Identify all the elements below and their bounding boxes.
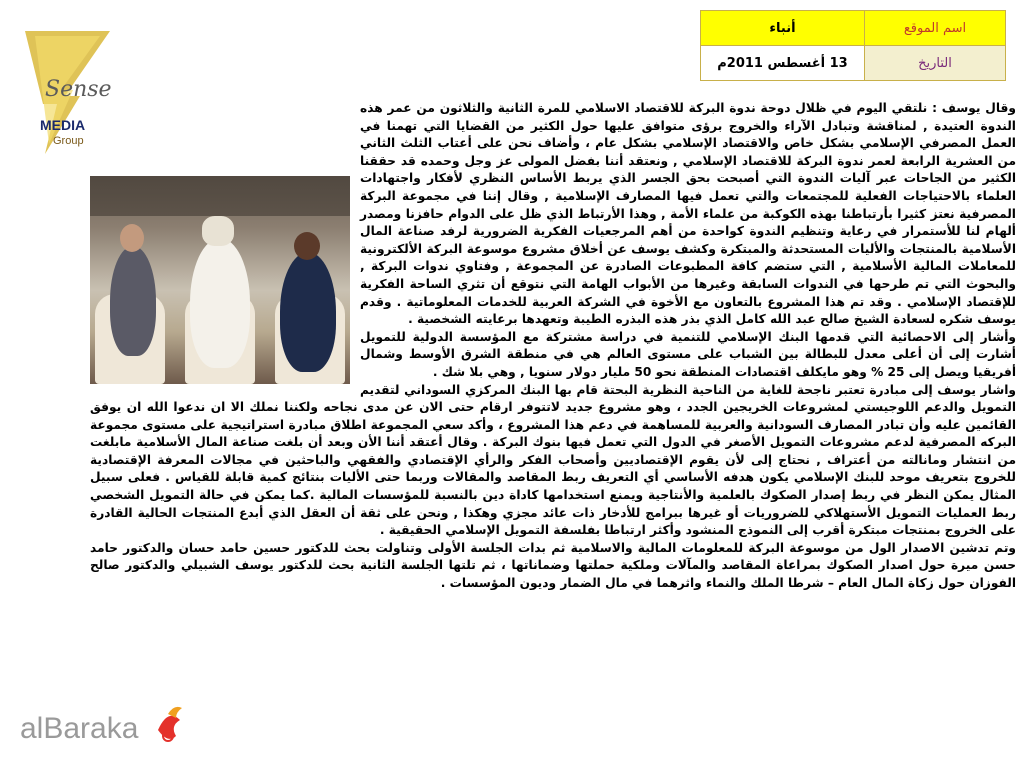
article-paragraph: واشار يوسف إلى مبادرة تعتبر ناجحة للغاية من الناحية النظرية البحتة قام بها البنك المركزي السوداني لتقديم التمويل والدعم اللوجيستي لمشروعات الخريجين الجدد ، وهو مشروع جديد لاتتوفر ارقام حتى الان عن مدى نجاحه ولكننا نملك الا ان ندعوا الله ان يوفق القائمين عليه وأن تبادر المصارف السودانية والعربية للمساهمة في دعم هذا المشروع ، وأكد سعي المجموعة اطلاق مبادرة استراتيجية على مستوى مجموعة البركه المصرفية لدعم مشروعات التمويل الأصغر في الدول التي تعمل فيها بنوك البركة . وقال أعتقد أننا الأن وبعد أن بلغت صناعة المال الأسلامية مابلغت من انتشار ومانالته من أعتراف , نحتاج إلى لأن يقوم الإقتصاديين وأصحاب الفكر والرأي الإقتصادي والفقهي والباحثين في مجالات المعرفة الإقتصادية للخروج بتعريف موحد للبنك الإسلامي يكون هدفه الأساسي أي التعريف ربط المقاصد والمقالات وربما حتى الأليات بنتائج كمية قابلة للقياس . فعلى سبيل المثال يمكن النظر في ربط إصدار الصكوك بالعلمية والأنتاجية ويمنع استخدامها كاداة دين بالنسبة للمؤسسات المالية .كما يمكن في حالة التمويل الشخصي ربط العمليات التمويل الأستهلاكي للضروريات أو غيرها ببرامج للأدخار ذات عائد مجزي وهكذا , ونحن على ثقة أن العقل الذي أبدع المنتجات الحالية القادرة على الخروج بمنتجات مبتكرة أقرب إلى النموذج المنشود وأكثر ارتباطا بفلسفة التمويل الإسلامي الحقيقية .: [90, 382, 1016, 538]
date-value: 13 أغسطس 2011م: [701, 46, 865, 81]
article-meta-table: [700, 10, 1006, 81]
date-label: التاريخ: [865, 46, 1006, 81]
group-text: Group: [53, 135, 84, 147]
site-name-label: اسم الموقع: [865, 11, 1006, 46]
article-body: [90, 100, 1016, 760]
conference-photo: [90, 176, 350, 384]
date-row: [701, 46, 1006, 81]
article-paragraph: وقال يوسف : نلتقي اليوم في ظلال دوحة ندوة البركة للاقتصاد الاسلامي للمرة الثانية والثلاثون من عمر هذه الندوة العتيدة , لمناقشة وتبادل الآراء والخروج برؤى متوافق عليها حول الكثير من القضايا التي تهمنا في العمل المصرفي الإسلامي بشكل خاص والاقتصاد الإسلامي بشكل عام ، وأضاف نحن على أعتاب الثلث الثاني من العشرية الرابعة لعمر ندوة البركة للاقتصاد الإسلامي , ونعتقد أننا بفضل المولى عز وجل وحمده قد حققنا الكثير من الجاحات عبر آليات الندوة التي أصبحت بحق الجسر الذي يربط الأساس النظري لأفكار واجتهادات العلماء بالاحتياجات الفعلية للمجتمعات والتي تعمل فيها المصارف الإسلامية , وقال إننا في مجموعة البركة المصرفية نعتز كثيرا بأرتباطنا بهذه الكوكبة من علماء الأمة , وهذا الأرتباط الذي ظل على الدوام حافزنا ومصدر ألهام لنا للأستمرار في رعاية وتنظيم الندوة كواحدة من أهم المرجعيات الفكرية الضرورية لرفد صناعة المال الأسلامية بالمنتجات والأليات المستحدثة والمبتكرة وكشف يوسف عن أخلاق مشروع موسوعة البركة الألكترونية للمعاملات المالية الأسلامية , التي ستضم كافة المطبوعات الصادرة عن المجموعة , وفتاوي ندوات البركة , والبحوث التي تم طرحها في الندوات السابقة وغيرها من الأبواب الهامة التي نتوقع أن تثري الساحة الفكرية للإقتصاد الإسلامي . وقد تم هذا المشروع بالتعاون مع الأخوة في الشركة العربية للخدمات المعلوماتية . وقدم يوسف شكره لسعادة الشيخ صالح عبد الله كامل الذي بذر هذه البذره الطيبة وتعهدها برعايته الشخصية .: [360, 101, 1016, 327]
media-text: MEDIA: [40, 117, 86, 133]
site-row: [701, 11, 1006, 46]
albaraka-logo: [18, 700, 188, 750]
sense-text: Sense: [45, 77, 112, 102]
site-name-value: أنباء: [701, 11, 865, 46]
article-paragraph: وأشار إلى الاحصائية التي قدمها البنك الإسلامي للتنمية في دراسة مشتركة مع المؤسسة الدولية للتمويل أشارت إلى أن أعلى معدل للبطالة بين الشباب على مستوى العالم هي في منطقة الشرق الأوسط وشمال أفريقيا ويصل إلى 25 % وهو مايكلف اقتصادات المنطقة نحو 50 مليار دولار سنويا , وهي بلا شك .: [360, 329, 1016, 379]
article-paragraph: وتم تدشين الاصدار الول من موسوعة البركة للمعلومات المالية والاسلامية ثم بدات الجلسة الأولى وتناولت بحث للدكتور حسين حامد حسان والدكتور حامد حسن ميرة حول اصدار الصكوك بمراعاة المقاصد والمآلات وملكية حملتها وضماناتها ، ثم تلتها الجلسة الثانية بحث للدكتور يوسف الشبيلي والدكتور صالح الفوزان حول زكاة المال العام – شرطا الملك والنماء واثرهما في مال الضمار وديون المؤسسات .: [90, 540, 1016, 591]
albaraka-emblem-icon: [158, 707, 182, 741]
albaraka-text: alBaraka: [20, 712, 139, 745]
